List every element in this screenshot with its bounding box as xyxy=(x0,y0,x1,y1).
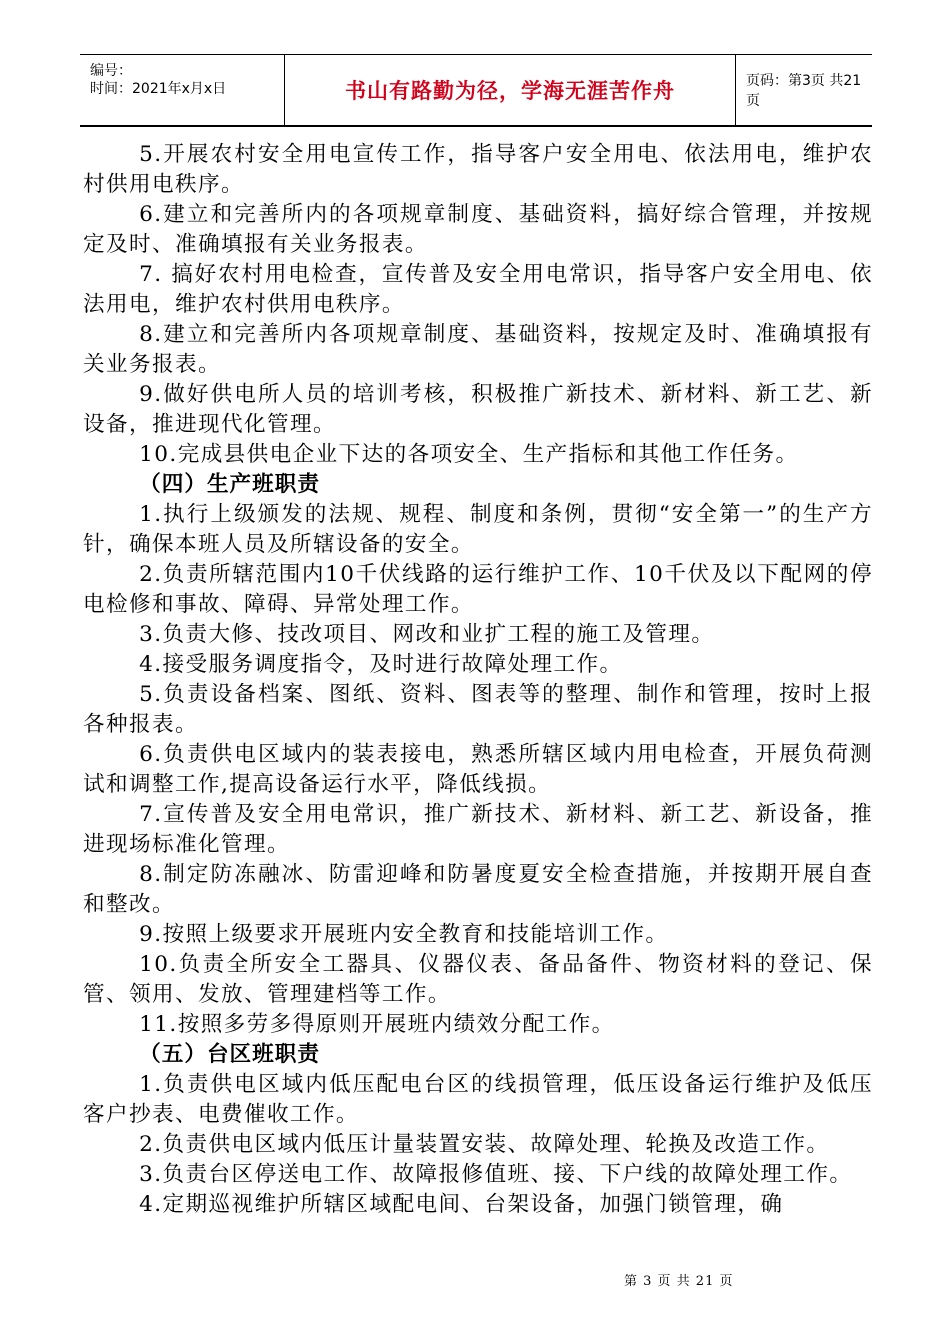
body-paragraph: 10.负责全所安全工器具、仪器仪表、备品备件、物资材料的登记、保管、领用、发放、管理建档等工作。 xyxy=(83,952,873,1007)
header-page-info: 页码：第3页 共21页 xyxy=(746,73,862,109)
body-paragraph: 4.定期巡视维护所辖区域配电间、台架设备，加强门锁管理，确 xyxy=(139,1192,784,1217)
body-paragraph: 7.宣传普及安全用电常识，推广新技术、新材料、新工艺、新设备，推进现场标准化管理。 xyxy=(83,802,873,857)
body-paragraph: 7. 搞好农村用电检查，宣传普及安全用电常识，指导客户安全用电、依法用电，维护农村供用电秩序。 xyxy=(83,262,873,317)
body-paragraph: 9.做好供电所人员的培训考核，积极推广新技术、新材料、新工艺、新设备，推进现代化管理。 xyxy=(83,382,873,437)
body-paragraph: 3.负责大修、技改项目、网改和业扩工程的施工及管理。 xyxy=(139,622,715,647)
body-paragraph: 5.开展农村安全用电宣传工作，指导客户安全用电、依法用电，维护农村供用电秩序。 xyxy=(83,142,873,197)
section-heading: （五）台区班职责 xyxy=(139,1042,320,1067)
body-paragraph: 8.制定防冻融冰、防雷迎峰和防暑度夏安全检查措施，并按期开展自查和整改。 xyxy=(83,862,873,917)
page-header xyxy=(80,54,872,127)
body-paragraph: 6.负责供电区域内的装表接电，熟悉所辖区域内用电检查，开展负荷测试和调整工作,提高设备运行水平，降低线损。 xyxy=(83,742,873,797)
body-paragraph: 10.完成县供电企业下达的各项安全、生产指标和其他工作任务。 xyxy=(139,442,799,467)
body-paragraph: 6.建立和完善所内的各项规章制度、基础资料，搞好综合管理，并按规定及时、准确填报有关业务报表。 xyxy=(83,202,873,257)
document-time-label: 时间：2021年x月x日 xyxy=(90,81,227,97)
page-footer: 第 3 页 共 21 页 xyxy=(624,1274,734,1289)
body-paragraph: 11.按照多劳多得原则开展班内绩效分配工作。 xyxy=(139,1012,615,1037)
body-paragraph: 1.负责供电区域内低压配电台区的线损管理，低压设备运行维护及低压客户抄表、电费催收工作。 xyxy=(83,1072,873,1127)
body-paragraph: 4.接受服务调度指令，及时进行故障处理工作。 xyxy=(139,652,623,677)
body-paragraph: 1.执行上级颁发的法规、规程、制度和条例，贯彻“安全第一”的生产方针，确保本班人员及所辖设备的安全。 xyxy=(83,502,873,557)
section-heading: （四）生产班职责 xyxy=(139,472,320,497)
body-paragraph: 2.负责所辖范围内10千伏线路的运行维护工作、10千伏及以下配网的停电检修和事故、障碍、异常处理工作。 xyxy=(83,562,873,617)
body-paragraph: 5.负责设备档案、图纸、资料、图表等的整理、制作和管理，按时上报各种报表。 xyxy=(83,682,873,737)
body-paragraph: 3.负责台区停送电工作、故障报修值班、接、下户线的故障处理工作。 xyxy=(139,1162,853,1187)
body-paragraph: 8.建立和完善所内各项规章制度、基础资料，按规定及时、准确填报有关业务报表。 xyxy=(83,322,873,377)
body-paragraph: 9.按照上级要求开展班内安全教育和技能培训工作。 xyxy=(139,922,669,947)
document-number-label: 编号： xyxy=(90,63,132,79)
header-meta xyxy=(80,55,284,125)
body-paragraph: 2.负责供电区域内低压计量装置安装、故障处理、轮换及改造工作。 xyxy=(139,1132,830,1157)
header-motto: 书山有路勤为径，学海无涯苦作舟 xyxy=(284,55,736,125)
document-body xyxy=(83,140,873,1220)
